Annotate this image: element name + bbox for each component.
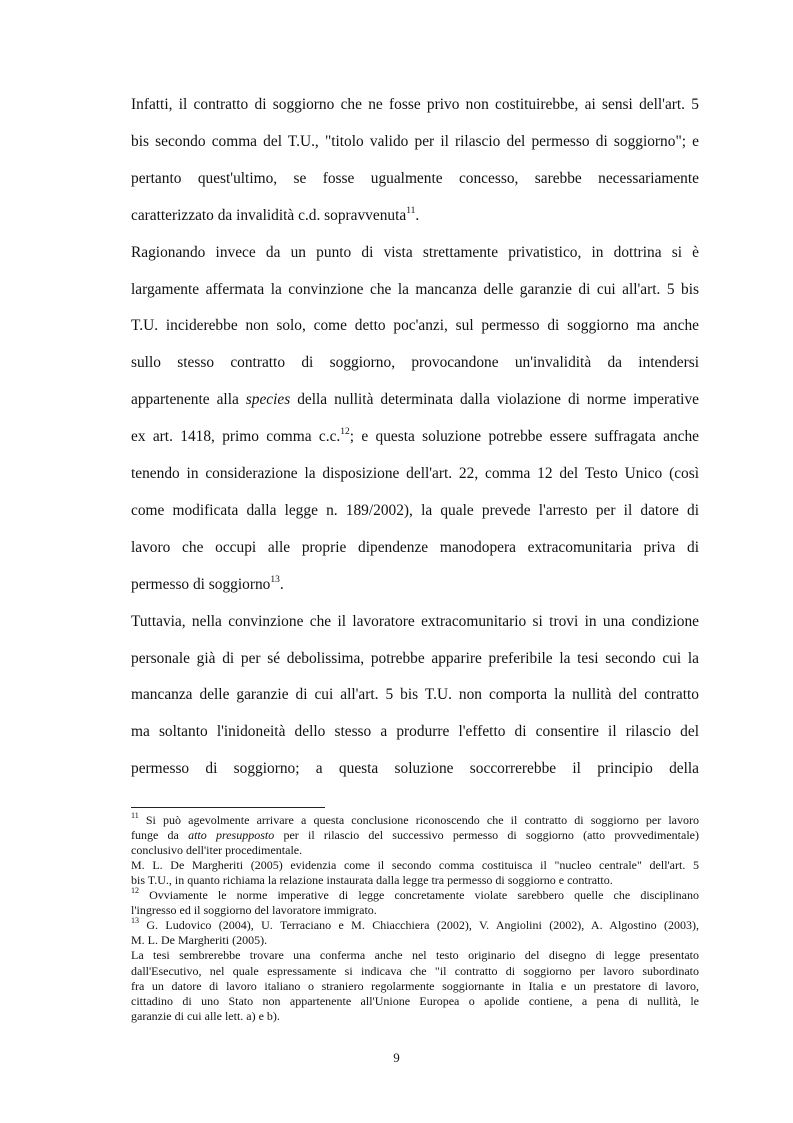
text-segment: l'ingresso ed il soggiorno del lavoratore immigrato. xyxy=(131,903,377,918)
text-segment: largamente affermata la convinzione che la mancanza delle garanzie di cui all'art. 5 bis xyxy=(131,280,699,298)
text-segment: fra un datore di lavoro italiano o straniero regolarmente soggiornante in Italia e un prestatore di lavoro, xyxy=(131,978,699,993)
text-segment: ma soltanto l'inidoneità dello stesso a produrre l'effetto di consentire il rilascio del xyxy=(131,723,699,741)
body-line xyxy=(131,279,699,301)
body-line xyxy=(131,684,699,706)
text-segment: ex art. 1418, primo comma c.c. xyxy=(131,428,341,446)
text-segment: Si può agevolmente arrivare a questa conclusione riconoscendo che il contratto di soggiorno per lavoro xyxy=(138,813,699,827)
footnote-ref: 13 xyxy=(131,916,139,926)
text-segment: bis T.U., in quanto richiama la relazione instaurata dalla legge tra permesso di soggiorno e contratto. xyxy=(131,873,613,888)
footnote-line xyxy=(131,964,699,979)
text-segment: La tesi sembrerebbe trovare una conferma anche nel testo originario del disegno di legge presentato xyxy=(131,948,699,963)
footnote-line xyxy=(131,948,699,963)
text-segment: caratterizzato da invalidità c.d. sopravvenuta xyxy=(131,206,407,224)
body-line xyxy=(131,131,699,153)
text-segment: personale già di per sé debolissima, potrebbe apparire preferibile la tesi secondo cui la xyxy=(131,649,699,667)
body-line xyxy=(131,352,699,374)
text-segment: T.U. inciderebbe non solo, come detto poc'anzi, sul permesso di soggiorno ma anche xyxy=(131,317,699,335)
body-line xyxy=(131,242,699,264)
text-segment: Infatti, il contratto di soggiorno che ne fosse privo non costituirebbe, ai sensi dell'art. 5 xyxy=(131,96,699,113)
footnote-line xyxy=(131,813,699,828)
italic-text: species xyxy=(245,391,291,409)
body-line xyxy=(131,574,699,596)
footnote-line xyxy=(131,843,699,858)
footnote-line xyxy=(131,1009,699,1024)
text-segment: della nullità determinata dalla violazione di norme imperative xyxy=(290,391,699,409)
text-segment: . xyxy=(279,575,284,593)
text-segment: per il rilascio del successivo permesso di soggiorno (atto provvedimentale) xyxy=(274,828,699,843)
footnote-line xyxy=(131,933,699,948)
italic-text: atto presupposto xyxy=(188,828,275,843)
text-segment: Tuttavia, nella convinzione che il lavoratore extracomunitario si trovi in una condizione xyxy=(131,612,699,630)
text-segment: garanzie di cui alle lett. a) e b). xyxy=(131,1008,280,1023)
footnote-ref: 13 xyxy=(270,574,280,585)
text-segment: . xyxy=(415,206,420,224)
body-line xyxy=(131,721,699,743)
page-number: 9 xyxy=(393,1050,400,1065)
body-line xyxy=(131,537,699,559)
footnote-line xyxy=(131,858,699,873)
footnote-line xyxy=(131,918,699,933)
text-segment: M. L. De Margheriti (2005). xyxy=(131,933,268,948)
text-segment: cittadino di uno Stato non appartenente all'Unione Europea o apolide contiene, a pena di nullità, le xyxy=(131,993,699,1008)
text-segment: dall'Esecutivo, nel quale espressamente si indicava che "il contratto di soggiorno per lavoro subordinato xyxy=(131,963,699,978)
body-line xyxy=(131,168,699,190)
body-line xyxy=(131,389,699,411)
body-line xyxy=(131,463,699,485)
body-line xyxy=(131,426,699,448)
text-segment: come modificata dalla legge n. 189/2002), la quale prevede l'arresto per il datore di xyxy=(131,501,699,519)
text-segment: permesso di soggiorno xyxy=(131,575,271,593)
body-line xyxy=(131,205,699,227)
body-line xyxy=(131,611,699,633)
body-line xyxy=(131,648,699,670)
body-line xyxy=(131,500,699,522)
text-segment: tenendo in considerazione la disposizione dell'art. 22, comma 12 del Testo Unico (così xyxy=(131,465,699,482)
text-segment: Ovviamente le norme imperative di legge concretamente violate sarebbero quelle che disciplinano xyxy=(139,888,699,903)
text-segment: mancanza delle garanzie di cui all'art. 5 bis T.U. non comporta la nullità del contratto xyxy=(131,686,699,704)
body-line xyxy=(131,758,699,780)
footnote-line xyxy=(131,888,699,903)
body-line xyxy=(131,315,699,337)
text-segment: ; e questa soluzione potrebbe essere suffragata anche xyxy=(349,428,699,446)
text-segment: conclusivo dell'iter procedimentale. xyxy=(131,843,303,858)
text-segment: funge da xyxy=(131,828,189,843)
footnote-separator xyxy=(131,807,325,808)
text-segment: M. L. De Margheriti (2005) evidenzia come il secondo comma costituisca il "nucleo centrale" dell'art. 5 xyxy=(131,858,699,873)
footnote-ref: 12 xyxy=(340,426,350,437)
text-segment: pertanto quest'ultimo, se fosse ugualmente concesso, sarebbe necessariamente xyxy=(131,169,699,187)
text-segment: G. Ludovico (2004), U. Terraciano e M. Chiacchiera (2002), V. Angiolini (2002), A. Algostino (2003), xyxy=(139,918,699,933)
text-segment: bis secondo comma del T.U., "titolo valido per il rilascio del permesso di soggiorno"; e xyxy=(131,132,699,150)
text-segment: sullo stesso contratto di soggiorno, provocandone un'invalidità da intendersi xyxy=(131,354,699,372)
footnote-line xyxy=(131,873,699,888)
footnote-ref: 12 xyxy=(131,886,139,896)
body-line xyxy=(131,94,699,116)
footnote-line xyxy=(131,828,699,843)
footnote-ref: 11 xyxy=(131,811,139,820)
footnote-line xyxy=(131,903,699,918)
text-segment: permesso di soggiorno; a questa soluzione soccorrerebbe il principio della xyxy=(131,760,699,778)
text-segment: lavoro che occupi alle proprie dipendenze manodopera extracomunitaria priva di xyxy=(131,538,699,556)
footnote-line xyxy=(131,979,699,994)
footnote-line xyxy=(131,994,699,1009)
footnote-ref: 11 xyxy=(406,205,416,216)
text-segment: appartenente alla xyxy=(131,391,246,409)
text-segment: Ragionando invece da un punto di vista strettamente privatistico, in dottrina si è xyxy=(131,243,699,261)
